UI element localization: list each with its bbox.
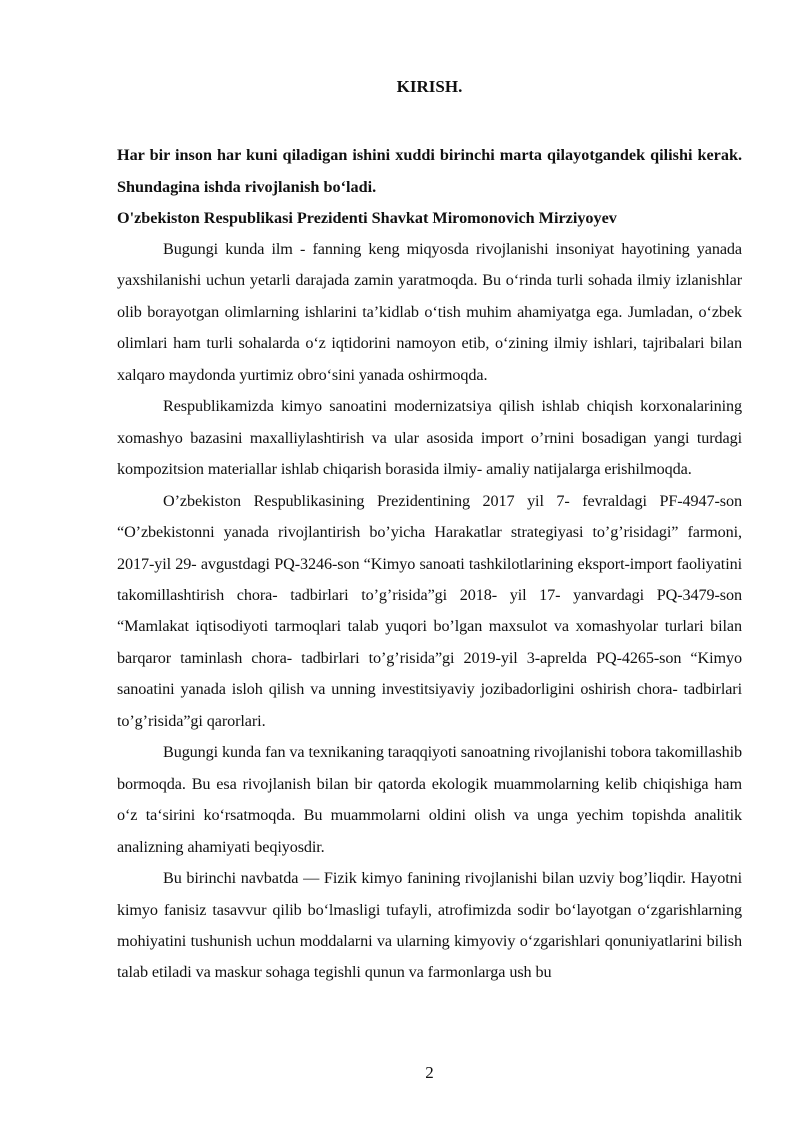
body-text (117, 234, 742, 989)
paragraph: Bugungi kunda fan va texnikaning taraqqiyoti sanoatning rivojlanishi tobora takomillashib bormoqda. Bu esa rivojlanish bilan bir qatorda ekologik muammolarning kelib chiqishiga ham o‘z ta‘sirini ko‘rsatmoqda. Bu muammolarni oldini olish va unga yechim topishda analitik analizning ahamiyati beqiyosdir. (117, 743, 742, 856)
document-page (117, 0, 742, 1131)
page-number: 2 (425, 1063, 434, 1082)
epigraph-quote: Har bir inson har kuni qiladigan ishini xuddi birinchi marta qilayotgandek qilishi kerak. Shundagina ishda rivojlanish bo‘ladi. (117, 146, 742, 196)
paragraph: Bugungi kunda ilm - fanning keng miqyosda rivojlanishi insoniyat hayotining yanada yaxshilanishi uchun yetarli darajada zamin yaratmoqda. Bu o‘rinda turli sohada ilmiy izlanishlar olib borayotgan olimlarning ishlarini ta’kidlab o‘tish muhim ahamiyatga ega. Jumladan, o‘zbek olimlari ham turli sohalarda o‘z iqtidorini namoyon etib, o‘zining ilmiy ishlari, tajribalari bilan xalqaro maydonda yurtimiz obro‘sini yanada oshirmoqda. (117, 240, 742, 384)
epigraph-author: O'zbekiston Respublikasi Prezidenti Shavkat Miromonovich Mirziyoyev (117, 209, 617, 227)
paragraph: Bu birinchi navbatda — Fizik kimyo fanining rivojlanishi bilan uzviy bog’liqdir. Hayotni kimyo fanisiz tasavvur qilib bo‘lmasligi tufayli, atrofimizda sodir bo‘layotgan o‘zgarishlarning mohiyatini tushunish uchun moddalarni va ularning kimyoviy o‘zgarishlari qonuniyatlarini bilish talab etiladi va maskur sohaga tegishli qunun va farmonlarga ush bu (117, 869, 742, 982)
paragraph: O’zbekiston Respublikasining Prezidentining 2017 yil 7- fevraldagi PF-4947-son “O’zbekistonni yanada rivojlantirish bo’yicha Harakatlar strategiyasi to’g’risidagi” farmoni, 2017-yil 29- avgustdagi PQ-3246-son “Kimyo sanoati tashkilotlarining eksport-import faoliyatini takomillashtirish chora- tadbirlari to’g’risida”gi 2018- yil 17- yanvardagi PQ-3479-son “Mamlakat iqtisodiyoti tarmoqlari talab yuqori bo’lgan maxsulot va xomashyolar turlari bilan barqaror taminlash chora- tadbirlari to’g’risida”gi 2019-yil 3-aprelda PQ-4265-son “Kimyo sanoatini yanada isloh qilish va unning investitsiyaviy jozibadorligini oshirish chora- tadbirlari to’g’risida”gi qarorlari. (117, 491, 742, 730)
page-title: KIRISH. (396, 77, 463, 96)
paragraph: Respublikamizda kimyo sanoatini modernizatsiya qilish ishlab chiqish korxonalarining xomashyo bazasini maxalliylashtirish va ular asosida import o’rnini bosadigan yangi turdagi kompozitsion materiallar ishlab chiqarish borasida ilmiy- amaliy natijalarga erishilmoqda. (117, 397, 742, 479)
